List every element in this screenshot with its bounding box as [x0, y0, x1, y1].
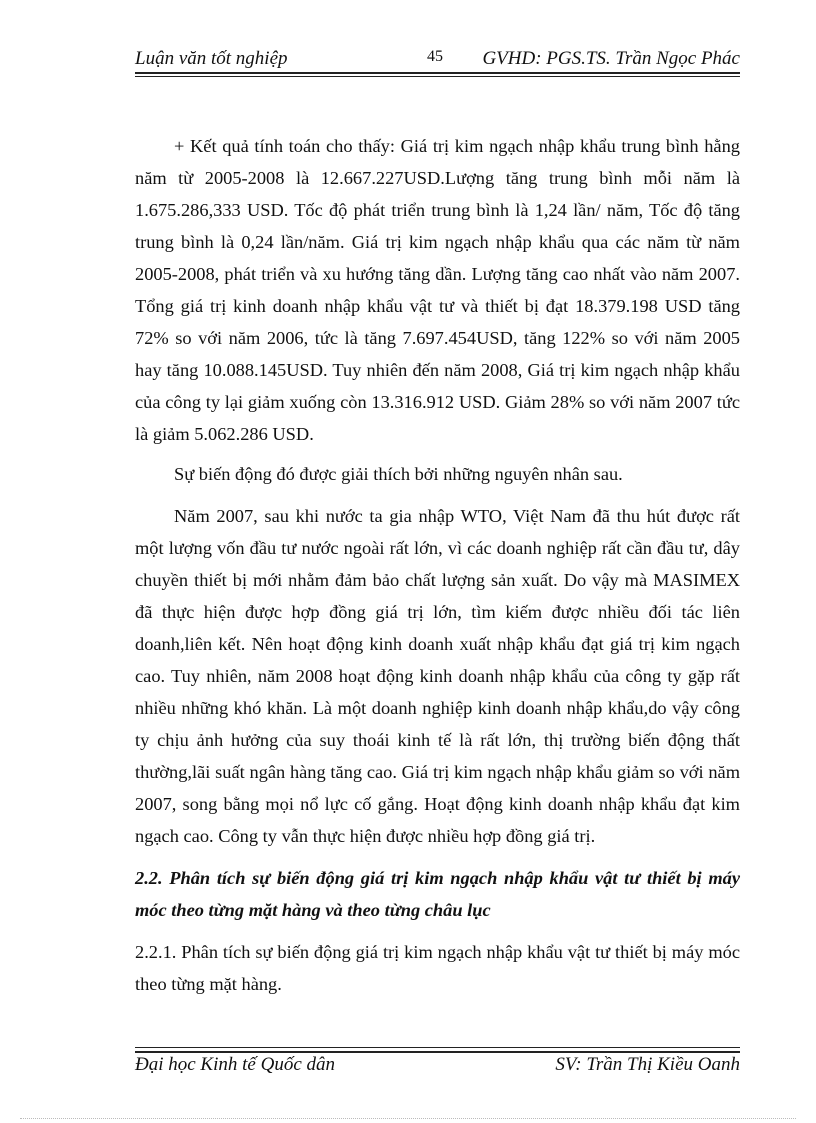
page-footer — [135, 1054, 740, 1082]
footer-rule-thick — [135, 1051, 740, 1053]
paragraph-explanation-intro: Sự biến động đó được giải thích bởi những nguyên nhân sau. — [174, 464, 623, 484]
page-body — [135, 130, 740, 1010]
section-heading: 2.2. Phân tích sự biến động giá trị kim ngạch nhập khẩu vật tư thiết bị máy móc theo từng mặt hàng và theo từng châu lục — [135, 868, 740, 920]
page-edge-divider — [20, 1118, 796, 1119]
header-rule-thin — [135, 76, 740, 77]
footer-university: Đại học Kinh tế Quốc dân — [135, 1054, 336, 1075]
header-advisor: GVHD: PGS.TS. Trần Ngọc Phác — [482, 48, 740, 69]
footer-rule-thin — [135, 1047, 740, 1048]
paragraph-causes: Năm 2007, sau khi nước ta gia nhập WTO, Việt Nam đã thu hút được rất một lượng vốn đầu tư nước ngoài rất lớn, vì các doanh nghiệp rất cần đầu tư, dây chuyền thiết bị mới nhằm đảm bảo chất lượng sản xuất. Do vậy mà MASIMEX đã thực hiện được hợp đồng giá trị lớn, tìm kiếm được nhiều đối tác liên doanh,liên kết. Nên hoạt động kinh doanh xuất nhập khẩu đạt giá trị kim ngạch cao. Tuy nhiên, năm 2008 hoạt động kinh doanh nhập khẩu của công ty gặp rất nhiều những khó khăn. Là một doanh nghiệp kinh doanh nhập khẩu,do vậy công ty chịu ảnh hưởng của suy thoái kinh tế là rất lớn, thị trường biến động thất thường,lãi suất ngân hàng tăng cao. Giá trị kim ngạch nhập khẩu giảm so với năm 2007, song bằng mọi nổ lực cố gắng. Hoạt động kinh doanh nhập khẩu đạt kim ngạch cao. Công ty vẫn thực hiện được nhiều hợp đồng giá trị. — [135, 506, 740, 846]
header-rule-thick — [135, 72, 740, 74]
paragraph-calculation-results: + Kết quả tính toán cho thấy: Giá trị kim ngạch nhập khẩu trung bình hằng năm từ 2005-2008 là 12.667.227USD.Lượng tăng trung bình mỗi năm là 1.675.286,333 USD. Tốc độ phát triển trung bình là 1,24 lần/ năm, Tốc độ tăng trung bình là 0,24 lần/năm. Giá trị kim ngạch nhập khẩu qua các năm từ năm 2005-2008, phát triển và xu hướng tăng dần. Lượng tăng cao nhất vào năm 2007. Tổng giá trị kinh doanh nhập khẩu vật tư và thiết bị đạt 18.379.198 USD tăng 72% so với năm 2006, tức là tăng 7.697.454USD, tăng 122% so với năm 2005 hay tăng 10.088.145USD. Tuy nhiên đến năm 2008, Giá trị kim ngạch nhập khẩu của công ty lại giảm xuống còn 13.316.912 USD. Giảm 28% so với năm 2007 tức là giảm 5.062.286 USD. — [135, 136, 740, 444]
footer-student: SV: Trần Thị Kiều Oanh — [555, 1054, 740, 1075]
subsection-heading: 2.2.1. Phân tích sự biến động giá trị kim ngạch nhập khẩu vật tư thiết bị máy móc theo từng mặt hàng. — [135, 942, 740, 994]
page-header — [135, 46, 740, 74]
page-number: 45 — [427, 48, 443, 65]
header-thesis-title: Luận văn tốt nghiệp — [135, 48, 288, 69]
